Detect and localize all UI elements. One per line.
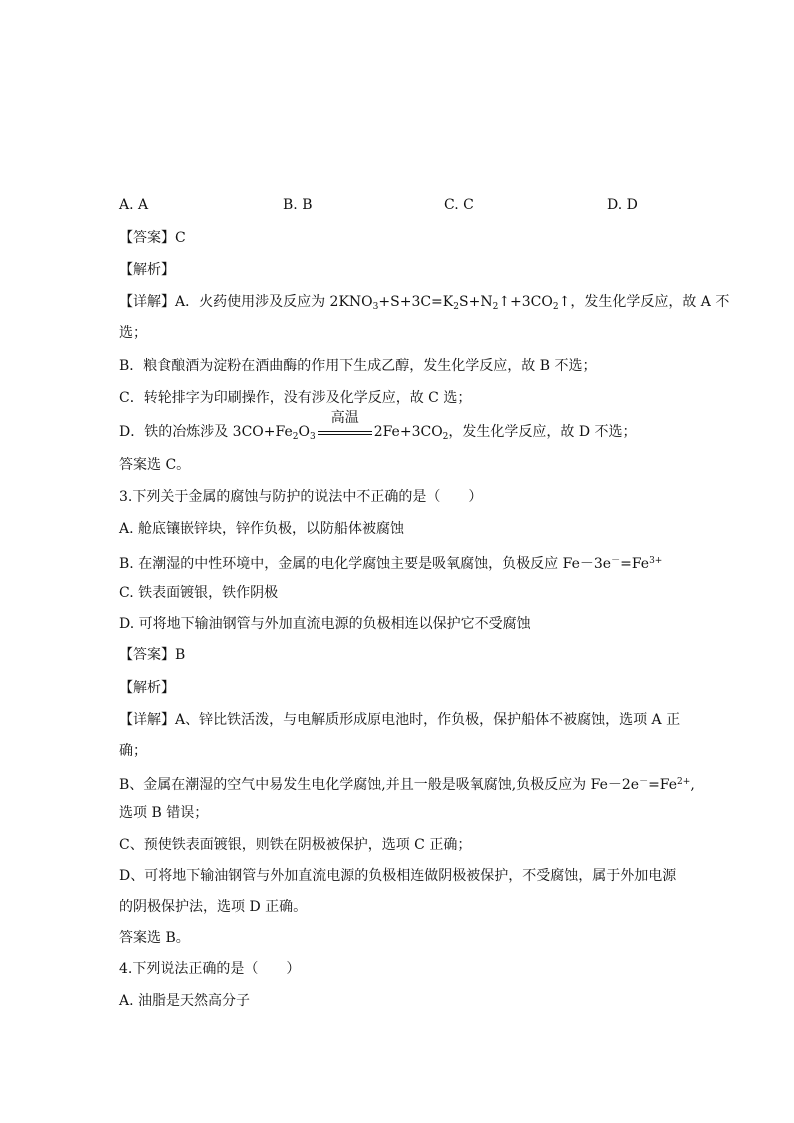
q3-detail-d: D、可将地下输油钢管与外加直流电源的负极相连做阴极被保护，不受腐蚀，属于外加电源 bbox=[119, 868, 677, 884]
q3-detail-d-cont: 的阴极保护法，选项 D 正确。 bbox=[119, 899, 308, 915]
reaction-condition: 高温 bbox=[316, 423, 374, 441]
q2-option-d: D. D bbox=[607, 197, 638, 213]
q2-answer: 【答案】C bbox=[119, 230, 186, 246]
q3-answer: 【答案】B bbox=[119, 647, 186, 663]
q3-detail-a: 【详解】A、锌比铁活泼，与电解质形成原电池时，作负极，保护船体不被腐蚀，选项 A 正 bbox=[119, 712, 681, 728]
q2-analysis-label: 【解析】 bbox=[119, 262, 175, 278]
q3-detail-b-cont: 选项 B 错误； bbox=[119, 805, 209, 821]
q2-detail-c: C．转轮排字为印刷操作，没有涉及化学反应，故 C 选； bbox=[119, 390, 472, 406]
q2-conclusion: 答案选 C。 bbox=[119, 457, 191, 473]
q2-detail-a: 【详解】A．火药使用涉及反应为 $2KNO_3+S+3C=K_2S+N_2↑+3CO_2↑$，发生化学反应，故 A 不 bbox=[119, 294, 730, 312]
q3-option-c: C. 铁表面镀银，铁作阴极 bbox=[119, 585, 279, 601]
q2-option-c: C. C bbox=[444, 197, 474, 213]
q2-option-b: B. B bbox=[283, 197, 313, 213]
q3-option-b: B. 在潮湿的中性环境中，金属的电化学腐蚀主要是吸氧腐蚀，负极反应 $Fe-3e^-=Fe^{3+}$ bbox=[119, 556, 663, 572]
q3-analysis-label: 【解析】 bbox=[119, 680, 175, 696]
q3-detail-a-cont: 确； bbox=[119, 743, 147, 759]
q2-option-a: A. A bbox=[119, 197, 149, 213]
q2-detail-a-cont: 选； bbox=[119, 325, 147, 341]
q2-detail-b: B．粮食酿酒为淀粉在酒曲酶的作用下生成乙醇，发生化学反应，故 B 不选； bbox=[119, 358, 597, 374]
q2-detail-d: D．铁的冶炼涉及 $3CO+Fe_2O_3$ 高温 $2Fe+3CO_2$，发生化学反应，故 D 不选； bbox=[119, 410, 637, 442]
q3-conclusion: 答案选 B。 bbox=[119, 930, 190, 946]
q3-stem: 3.下列关于金属的腐蚀与防护的说法中不正确的是（ ） bbox=[119, 489, 483, 505]
q3-detail-b: B、金属在潮湿的空气中易发生电化学腐蚀,并且一般是吸氧腐蚀,负极反应为 $Fe-2e^-=Fe^{2+}$, bbox=[119, 777, 695, 793]
q3-option-a: A. 舱底镶嵌锌块，锌作负极，以防船体被腐蚀 bbox=[119, 521, 405, 537]
q3-option-d: D. 可将地下输油钢管与外加直流电源的负极相连以保护它不受腐蚀 bbox=[119, 616, 531, 632]
q3-detail-c: C、预使铁表面镀银，则铁在阴极被保护，选项 C 正确； bbox=[119, 837, 472, 853]
q4-stem: 4.下列说法正确的是（ ） bbox=[119, 961, 301, 977]
q4-option-a: A. 油脂是天然高分子 bbox=[119, 993, 251, 1009]
